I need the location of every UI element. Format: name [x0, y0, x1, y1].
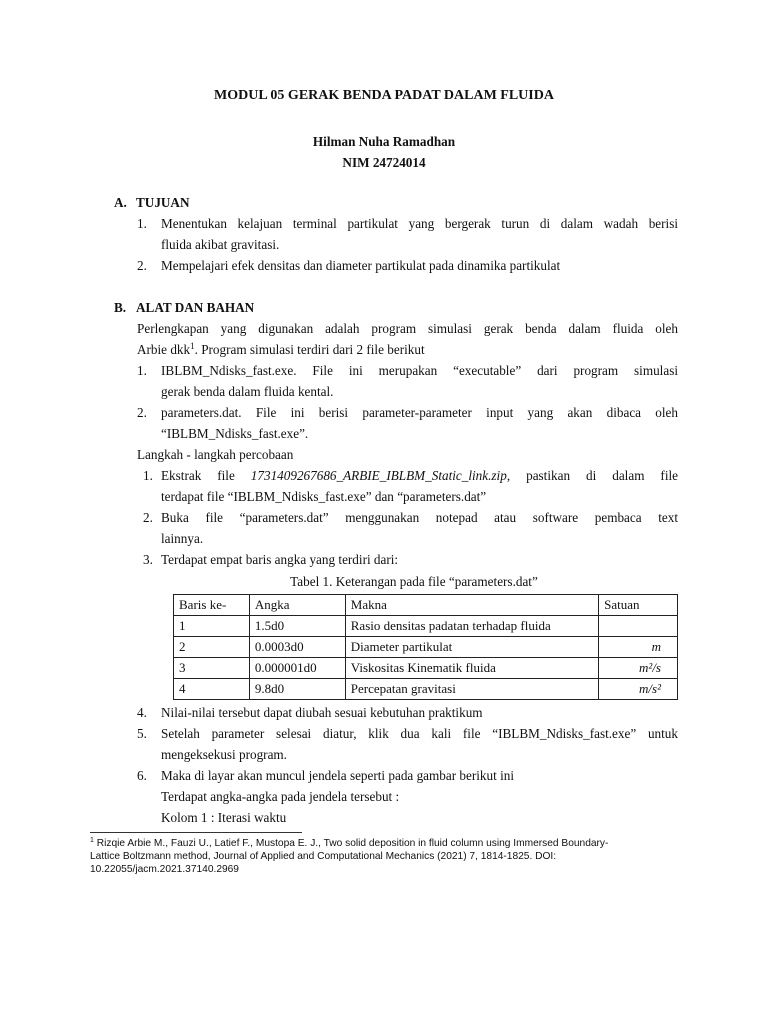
tujuan-1-number: 1. [137, 216, 147, 231]
zip-filename: 1731409267686_ARBIE_IBLBM_Static_link.zip [250, 468, 507, 483]
intro-line2-text: Arbie dkk [137, 342, 191, 357]
table-cell: 1 [174, 616, 250, 637]
parameters-table [173, 594, 678, 700]
table-cell: Diameter partikulat [345, 637, 598, 658]
table-header-cell: Baris ke- [174, 595, 250, 616]
footnote-line3: 10.22055/jacm.2021.37140.2969 [90, 864, 239, 875]
table-row [174, 637, 678, 658]
tujuan-1-line1: Menentukan kelajuan terminal partikulat yang bergerak turun di dalam wadah berisi [161, 216, 678, 231]
table-header-cell: Makna [345, 595, 598, 616]
step-3-number: 3. [143, 552, 153, 567]
footnote [90, 837, 690, 876]
table-header-cell: Angka [249, 595, 345, 616]
section-b-title: ALAT DAN BAHAN [136, 300, 255, 315]
step-2-line1: Buka file “parameters.dat” menggunakan notepad atau software pembaca text [161, 510, 678, 525]
step-6-line1: Maka di layar akan muncul jendela seperti pada gambar berikut ini [161, 768, 514, 783]
file-2-line2: “IBLBM_Ndisks_fast.exe”. [161, 426, 309, 441]
footnote-ref: 1 [190, 341, 195, 351]
table-cell: 2 [174, 637, 250, 658]
table-cell: 0.0003d0 [249, 637, 345, 658]
step-6-number: 6. [137, 768, 147, 783]
step-1-line1-pre: Ekstrak file [161, 468, 251, 483]
step-1-line1 [161, 466, 678, 487]
section-a-heading [114, 193, 189, 214]
intro-line2-rest: . Program simulasi terdiri dari 2 file berikut [194, 342, 425, 357]
step-2-number: 2. [143, 510, 153, 525]
table-cell: 1.5d0 [249, 616, 345, 637]
table-cell: Percepatan gravitasi [345, 679, 598, 700]
table-cell-unit [599, 616, 678, 637]
step-2-line2: lainnya. [161, 531, 204, 546]
tujuan-1-line2: fluida akibat gravitasi. [161, 237, 280, 252]
step-6-line3: Kolom 1 : Iterasi waktu [161, 810, 287, 825]
table-header-cell: Satuan [599, 595, 678, 616]
table-cell: 3 [174, 658, 250, 679]
step-1-line1-post: , pastikan di dalam file [506, 468, 678, 483]
footnote-line1 [90, 837, 690, 850]
table-cell: Rasio densitas padatan terhadap fluida [345, 616, 598, 637]
section-a-letter: A. [114, 195, 127, 210]
intro-line1: Perlengkapan yang digunakan adalah program simulasi gerak benda dalam fluida oleh [137, 321, 678, 336]
section-b-heading [114, 298, 254, 319]
intro-line2 [137, 340, 425, 361]
file-2-line1: parameters.dat. File ini berisi parameter-parameter input yang akan dibaca oleh [161, 405, 678, 420]
author-nim: NIM 24724014 [342, 155, 426, 170]
file-1-number: 1. [137, 363, 147, 378]
step-1-number: 1. [143, 468, 153, 483]
section-b-letter: B. [114, 300, 127, 315]
tujuan-2-number: 2. [137, 258, 147, 273]
step-5-line1: Setelah parameter selesai diatur, klik dua kali file “IBLBM_Ndisks_fast.exe” untuk [161, 726, 678, 741]
table-cell-unit: m²/s [599, 658, 678, 679]
document-title: MODUL 05 GERAK BENDA PADAT DALAM FLUIDA [214, 88, 554, 103]
footnote-mark: 1 [90, 837, 94, 844]
author-name: Hilman Nuha Ramadhan [312, 134, 456, 149]
table-cell: Viskositas Kinematik fluida [345, 658, 598, 679]
step-3-line1: Terdapat empat baris angka yang terdiri dari: [161, 552, 399, 567]
step-5-number: 5. [137, 726, 147, 741]
step-4-line1: Nilai-nilai tersebut dapat diubah sesuai kebutuhan praktikum [161, 705, 483, 720]
section-a-title: TUJUAN [136, 195, 190, 210]
table-cell-unit: m/s² [599, 679, 678, 700]
footnote-line1-text: Rizqie Arbie M., Fauzi U., Latief F., Mustopa E. J., Two solid deposition in fluid column using Immersed Boundary- [93, 838, 609, 849]
file-1-line1: IBLBM_Ndisks_fast.exe. File ini merupakan “executable” dari program simulasi [161, 363, 678, 378]
table-row [174, 658, 678, 679]
tujuan-2-line1: Mempelajari efek densitas dan diameter partikulat pada dinamika partikulat [161, 258, 561, 273]
table-cell: 9.8d0 [249, 679, 345, 700]
step-4-number: 4. [137, 705, 147, 720]
footnote-line2: Lattice Boltzmann method, Journal of Applied and Computational Mechanics (2021) 7, 1814-1825. DOI: [90, 851, 557, 862]
table-cell-unit: m [599, 637, 678, 658]
table-cell: 4 [174, 679, 250, 700]
footnote-divider [90, 832, 302, 833]
table-row [174, 616, 678, 637]
table-cell: 0.000001d0 [249, 658, 345, 679]
file-1-line2: gerak benda dalam fluida kental. [161, 384, 334, 399]
table-row [174, 679, 678, 700]
table-caption: Tabel 1. Keterangan pada file “parameters.dat” [290, 574, 538, 589]
file-2-number: 2. [137, 405, 147, 420]
step-6-line2: Terdapat angka-angka pada jendela tersebut : [161, 789, 400, 804]
steps-heading: Langkah - langkah percobaan [137, 447, 294, 462]
table-header-row [174, 595, 678, 616]
step-5-line2: mengeksekusi program. [161, 747, 287, 762]
step-1-line2: terdapat file “IBLBM_Ndisks_fast.exe” dan “parameters.dat” [161, 489, 487, 504]
